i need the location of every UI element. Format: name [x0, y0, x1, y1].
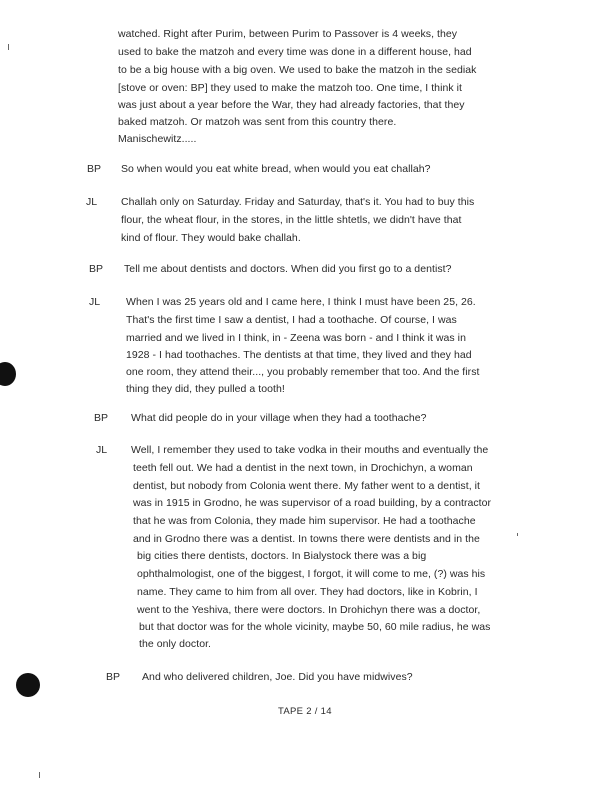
text-line: but that doctor was for the whole vicinity, maybe 50, 60 mile radius, he was	[139, 621, 491, 633]
speaker-label: BP	[87, 163, 102, 175]
speaker-label: JL	[96, 444, 108, 456]
scan-mark-right	[517, 533, 518, 536]
text-line: to be a big house with a big oven. We used to bake the matzoh in the sediak	[118, 64, 477, 76]
text-line: 1928 - I had toothaches. The dentists at that time, they lived and they had	[126, 349, 472, 361]
text-line: thing they did, they pulled a tooth!	[126, 383, 285, 395]
scan-mark-bottom	[39, 772, 40, 778]
text-line: was in 1915 in Grodno, he was supervisor of a road building, by a contractor	[133, 497, 492, 509]
text-line: went to the Yeshiva, there were doctors. In Drohichyn there was a doctor,	[137, 604, 481, 616]
page-footer: TAPE 2 / 14	[278, 706, 332, 717]
speaker-label: JL	[89, 296, 101, 308]
speaker-label: BP	[94, 412, 109, 424]
text-line: And who delivered children, Joe. Did you have midwives?	[142, 671, 413, 683]
text-line: was just about a year before the War, they had already factories, that they	[118, 99, 465, 111]
text-line: and in Grodno there was a dentist. In towns there were dentists and in the	[133, 533, 480, 545]
text-line: dentist, but nobody from Colonia went there. My father went to a dentist, it	[133, 480, 480, 492]
text-line: used to bake the matzoh and every time was done in a different house, had	[118, 46, 472, 58]
scan-mark-top	[8, 44, 9, 50]
speaker-label: JL	[86, 196, 98, 208]
text-line: Manischewitz.....	[118, 133, 197, 145]
text-line: Well, I remember they used to take vodka in their mouths and eventually the	[131, 444, 489, 456]
text-line: baked matzoh. Or matzoh was sent from this country there.	[118, 116, 397, 128]
text-line: name. They came to him from all over. They had doctors, like in Kobrin, I	[137, 586, 478, 598]
text-line: flour, the wheat flour, in the stores, in the little shtetls, we didn't have that	[121, 214, 462, 226]
text-line: the only doctor.	[139, 638, 212, 650]
text-line: What did people do in your village when they had a toothache?	[131, 412, 427, 424]
text-line: ophthalmologist, one of the biggest, I forgot, it will come to me, (?) was his	[137, 568, 486, 580]
text-line: one room, they attend their..., you probably remember that too. And the first	[126, 366, 480, 378]
text-line: married and we lived in I think, in - Zeena was born - and I think it was in	[126, 332, 466, 344]
text-line: watched. Right after Purim, between Purim to Passover is 4 weeks, they	[118, 28, 458, 40]
speaker-label: BP	[106, 671, 121, 683]
text-line: So when would you eat white bread, when would you eat challah?	[121, 163, 431, 175]
text-line: big cities there dentists, doctors. In Bialystock there was a big	[137, 550, 427, 562]
text-line: Tell me about dentists and doctors. When did you first go to a dentist?	[124, 263, 452, 275]
speaker-label: BP	[89, 263, 104, 275]
text-line: teeth fell out. We had a dentist in the next town, in Drochichyn, a woman	[133, 462, 473, 474]
punch-hole-bottom	[16, 673, 40, 697]
text-line: that he was from Colonia, they made him supervisor. He had a toothache	[133, 515, 476, 527]
text-line: Challah only on Saturday. Friday and Saturday, that's it. You had to buy this	[121, 196, 475, 208]
text-line: kind of flour. They would bake challah.	[121, 232, 301, 244]
text-line: When I was 25 years old and I came here, I think I must have been 25, 26.	[126, 296, 476, 308]
text-line: That's the first time I saw a dentist, I had a toothache. Of course, I was	[126, 314, 457, 326]
text-line: [stove or oven: BP] they used to make the matzoh too. One time, I think it	[118, 82, 462, 94]
punch-hole-middle	[0, 362, 16, 386]
